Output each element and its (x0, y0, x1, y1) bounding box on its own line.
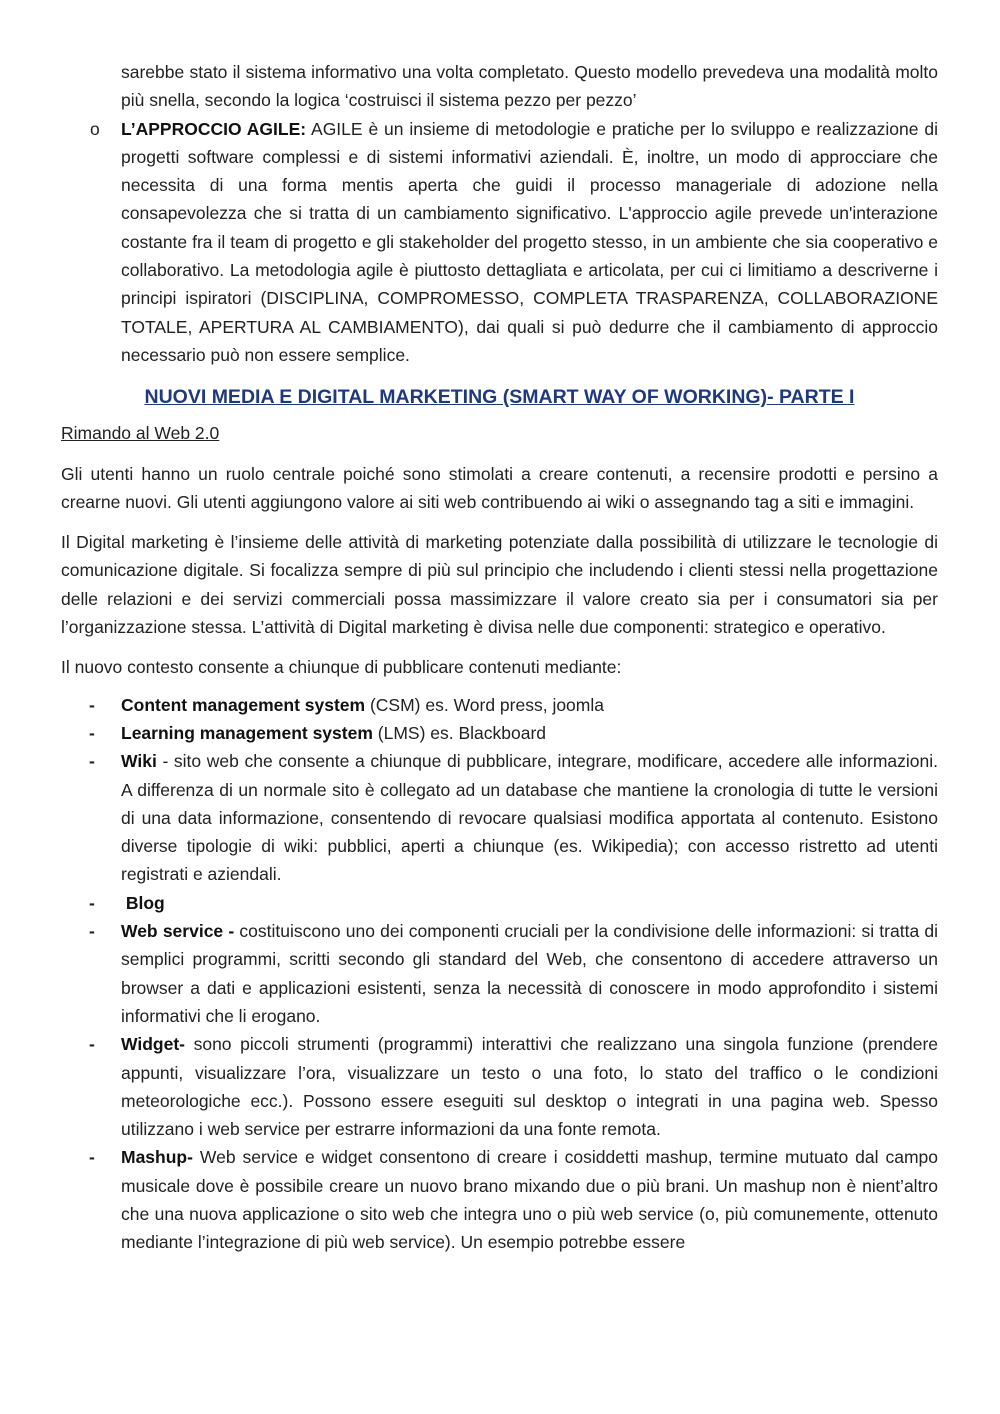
list-item-mashup (61, 1143, 938, 1256)
dash-marker: - (89, 1147, 95, 1168)
dash-marker: - (89, 921, 95, 942)
list-item-term: Web service - (121, 921, 235, 942)
section-subheading: Rimando al Web 2.0 (61, 423, 220, 444)
list-item-term: Learning management system (121, 722, 373, 743)
list-item-text: (LMS) es. Blackboard (372, 722, 547, 743)
agile-term: L’APPROCCIO AGILE: (121, 118, 307, 139)
list-item-web-service (61, 917, 938, 1030)
list-item-text: Web service e widget consentono di creare i cosiddetti mashup, termine mutuato dal campo musicale dove è possibile creare un nuovo brano mixando due o più brani. Un mashup non è nient’altro che una nuova applicazione o sito web che integra uno o più web service (o, più comunemente, ottenuto mediante l’integrazione di più web service). Un esempio potrebbe essere (121, 1147, 938, 1253)
list-item-text: - sito web che consente a chiunque di pubblicare, integrare, modificare, accedere alle informazioni. A differenza di un normale sito è collegato ad un database che mantiene la cronologia di tutte le versioni di una data informazione, consentendo di revocare qualsiasi modifica apportata al contenuto. Esistono diverse tipologie di wiki: pubblici, aperti a chiunque (es. Wikipedia); con accesso ristretto ad utenti registrati e aziendali. (121, 751, 938, 885)
list-item-term: Wiki (121, 751, 157, 772)
document-page (61, 58, 938, 1257)
list-item-term: Content management system (121, 694, 366, 715)
agile-description: AGILE è un insieme di metodologie e pratiche per lo sviluppo e realizzazione di progetti software complessi e di sistemi informativi aziendali. È, inoltre, un modo di approcciare che necessita di una forma mentis aperta che guidi il processo manageriale di adozione nella consapevolezza che si tratta di un cambiamento significativo. L'approccio agile prevede un'interazione costante fra il team di progetto e gli stakeholder del progetto stesso, in un ambiente che sia cooperativo e collaborativo. La metodologia agile è piuttosto dettagliata e articolata, per cui ci limitiamo a descriverne i principi ispiratori (DISCIPLINA, COMPROMESSO, COMPLETA TRASPARENZA, COLLABORAZIONE TOTALE, APERTURA AL CAMBIAMENTO), dai quali si può dedurre che il cambiamento di approccio necessario può non essere semplice. (121, 118, 938, 365)
dash-marker: - (89, 1034, 95, 1055)
paragraph-new-context: Il nuovo contesto consente a chiunque di pubblicare contenuti mediante: (61, 657, 622, 678)
publishing-tools-list (61, 691, 938, 1257)
dash-marker: - (89, 694, 95, 715)
dash-marker: - (89, 892, 95, 913)
list-item-widget (61, 1030, 938, 1143)
agile-bullet-item (61, 115, 938, 370)
list-item-term: Widget- (121, 1034, 185, 1055)
list-item-wiki (61, 747, 938, 888)
list-item-lms (61, 719, 938, 747)
paragraph-digital-marketing: Il Digital marketing è l’insieme delle attività di marketing potenziate dalla possibilità di utilizzare le tecnologie di comunicazione digitale. Si focalizza sempre di più sul principio che includendo i clienti stessi nella progettazione delle relazioni e dei servizi commerciali possa massimizzare il valore creato sia per i consumatori sia per l’organizzazione stessa. L’attività di Digital marketing è divisa nelle due componenti: strategico e operativo. (61, 532, 938, 638)
dash-marker: - (89, 751, 95, 772)
section-heading: NUOVI MEDIA E DIGITAL MARKETING (SMART WAY OF WORKING)- PARTE I (144, 386, 855, 409)
list-item-text: sono piccoli strumenti (programmi) interattivi che realizzano una singola funzione (prendere appunti, visualizzare l’ora, visualizzare un testo o una foto, lo stato del traffico o le condizioni meteorologiche ecc.). Possono essere eseguiti sul desktop o integrati in una pagina web. Spesso utilizzano i web service per estrarre informazioni da una fonte remota. (121, 1034, 938, 1140)
circle-bullet-marker: o (90, 118, 100, 139)
list-item-term: Blog (121, 892, 165, 913)
list-item-term: Mashup- (121, 1147, 193, 1168)
dash-marker: - (89, 722, 95, 743)
list-item-blog (61, 889, 938, 917)
continuation-paragraph: sarebbe stato il sistema informativo una volta completato. Questo modello prevedeva una modalità molto più snella, secondo la logica ‘costruisci il sistema pezzo per pezzo’ (121, 62, 938, 111)
list-item-text: (CSM) es. Word press, joomla (365, 694, 604, 715)
list-item-cms (61, 691, 938, 719)
list-item-text: costituiscono uno dei componenti cruciali per la condivisione delle informazioni: si tratta di semplici programmi, scritti secondo gli standard del Web, che consentono di accedere attraverso un browser a dati e applicazioni esistenti, senza la necessità di conoscere in modo approfondito i sistemi informativi che li erogano. (121, 921, 938, 1026)
paragraph-users: Gli utenti hanno un ruolo centrale poiché sono stimolati a creare contenuti, a recensire prodotti e persino a crearne nuovi. Gli utenti aggiungono valore ai siti web contribuendo ai wiki o assegnando tag a siti e immagini. (61, 463, 938, 512)
